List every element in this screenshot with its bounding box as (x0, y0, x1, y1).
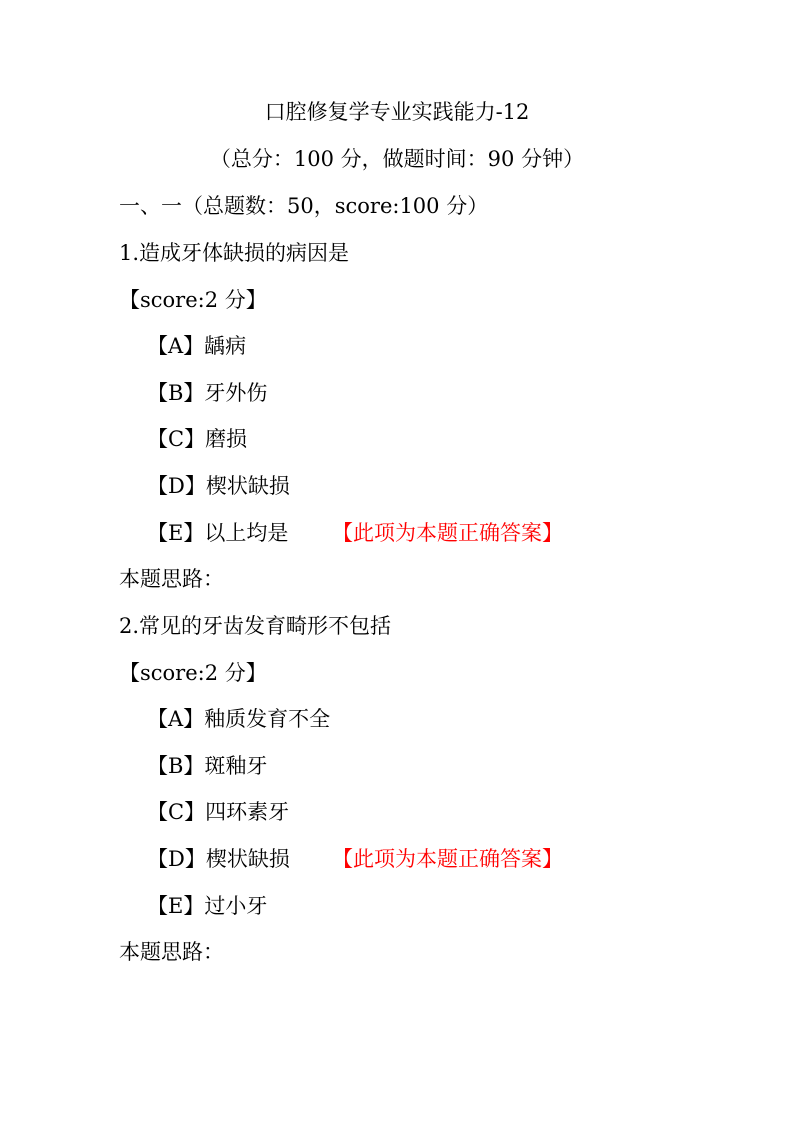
question-1-option-a: 【A】龋病 (147, 334, 247, 358)
question-2-option-d: 【D】楔状缺损 (147, 847, 290, 871)
question-2-correct-marker: 【此项为本题正确答案】 (332, 847, 563, 871)
section-heading: 一、一（总题数：50，score:100 分） (119, 194, 489, 218)
question-2-score: 【score:2 分】 (119, 661, 267, 685)
question-1-text: 1.造成牙体缺损的病因是 (119, 241, 350, 265)
question-2-option-a: 【A】釉质发育不全 (147, 707, 331, 731)
question-1-option-d: 【D】楔状缺损 (147, 474, 290, 498)
question-2-text: 2.常见的牙齿发育畸形不包括 (119, 614, 392, 638)
question-2-option-b: 【B】斑釉牙 (147, 754, 268, 778)
question-1-option-b: 【B】牙外伤 (147, 381, 268, 405)
question-2-option-e: 【E】过小牙 (147, 894, 268, 918)
question-2-option-c: 【C】四环素牙 (147, 800, 290, 824)
question-1-option-c: 【C】磨损 (147, 427, 248, 451)
document-title: 口腔修复学专业实践能力-12 (264, 100, 530, 124)
document-subtitle: （总分：100 分，做题时间：90 分钟） (209, 147, 585, 171)
question-1-explanation: 本题思路： (119, 567, 224, 591)
question-1-option-e: 【E】以上均是 (147, 521, 289, 545)
question-1-score: 【score:2 分】 (119, 288, 267, 312)
question-2-explanation: 本题思路： (119, 940, 224, 964)
question-1-correct-marker: 【此项为本题正确答案】 (332, 521, 563, 545)
